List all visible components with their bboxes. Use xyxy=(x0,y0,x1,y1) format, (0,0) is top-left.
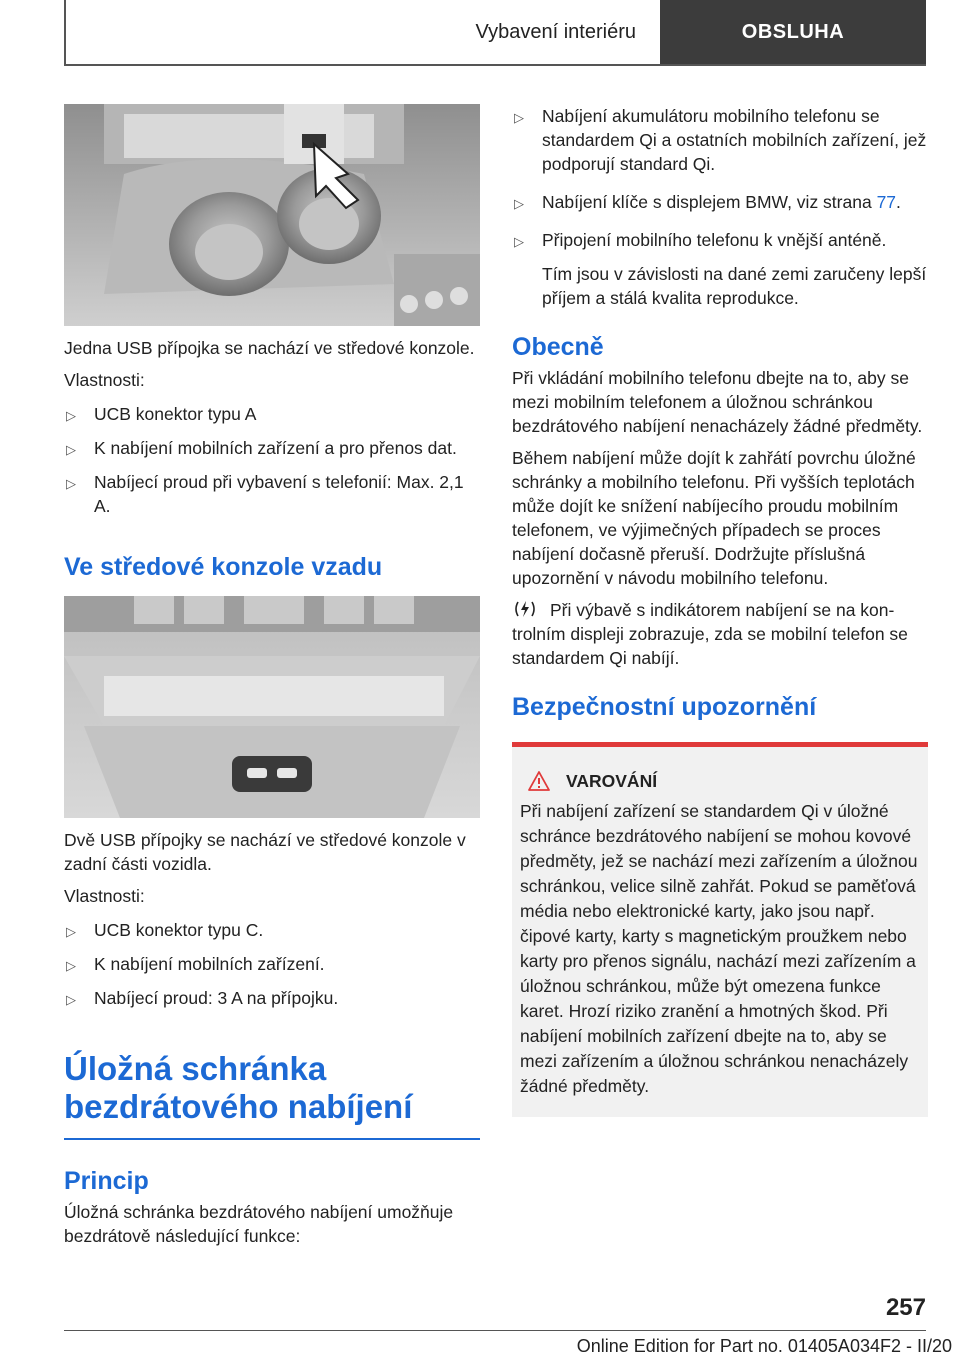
list-item: ▷ Nabíjení akumulátoru mobilního telefonu se standardem Qi a ostatních mobilních zařízení, jež podporují standard Qi. xyxy=(514,106,927,174)
rear-console-illustration xyxy=(64,596,480,818)
triangle-bullet-icon: ▷ xyxy=(66,476,76,491)
general-text-2: Během nabíjení může dojít k zahřátí povrchu úložné schránky a mobilního telefonu. Při vyšších teplotách může dojít ke snížení nabíjecího proudu mobilním telefonem, ve výjimečných případech se proces nabíjení dočasně přeruší. Dodržujte příslušná upozornění v návodu mobilního telefonu. xyxy=(512,448,916,588)
general-text-1: Při vkládání mobilního telefonu dbejte na to, aby se mezi mobilním telefonem a úložnou schránkou bezdrátového nabíjení nenacházely žádné předměty. xyxy=(512,368,923,436)
triangle-bullet-icon: ▷ xyxy=(66,408,76,423)
heading-general: Obecně xyxy=(512,333,604,361)
warning-triangle-icon xyxy=(528,771,550,791)
triangle-bullet-icon: ▷ xyxy=(66,924,76,939)
triangle-bullet-icon: ▷ xyxy=(514,196,524,211)
list-item: ▷ Nabíjení klíče s displejem BMW, viz strana 77. xyxy=(512,190,928,214)
page-number: 257 xyxy=(885,1294,926,1321)
triangle-bullet-icon: ▷ xyxy=(66,958,76,973)
triangle-bullet-icon: ▷ xyxy=(514,234,524,249)
page-link-77[interactable]: 77 xyxy=(876,192,897,212)
right-column xyxy=(512,104,928,1117)
triangle-bullet-icon: ▷ xyxy=(66,992,76,1007)
warning-box xyxy=(512,742,928,1117)
heading-underline xyxy=(64,1138,480,1140)
photo-front-console-usb xyxy=(64,104,480,326)
footer-rule xyxy=(64,1330,926,1331)
heading-safety: Bezpečnostní upozornění xyxy=(512,693,817,721)
warning-title: VAROVÁNÍ xyxy=(520,769,920,793)
list-item: ▷ Nabíjecí proud při vybavení s telefonií: Max. 2,1 A. xyxy=(66,472,464,516)
properties-label-front: Vlastnosti: xyxy=(64,370,145,390)
list-item: ▷ UCB konektor typu A xyxy=(64,402,480,426)
heading-wireless-charging-line2: bezdrátového nabíjení xyxy=(64,1088,413,1125)
front-usb-description: Jedna USB přípojka se nachází ve středové konzole. xyxy=(64,338,475,358)
properties-label-rear: Vlastnosti: xyxy=(64,886,145,906)
list-item: ▷ K nabíjení mobilních zařízení. xyxy=(64,952,480,976)
header-chapter-tab: OBSLUHA xyxy=(660,0,926,64)
rear-usb-properties xyxy=(64,918,480,1010)
principle-text: Úložná schránka bezdrátového nabíjení umožňuje bezdrátově následující funkce: xyxy=(64,1202,454,1246)
header-section-title: Vybavení interiéru xyxy=(475,20,636,43)
front-console-illustration xyxy=(64,104,480,326)
list-item: ▷ Nabíjecí proud: 3 A na přípojku. xyxy=(64,986,480,1010)
heading-wireless-charging-line1: Úložná schránka xyxy=(64,1050,327,1087)
triangle-bullet-icon: ▷ xyxy=(66,442,76,457)
list-item: ▷ K nabíjení mobilních zařízení a pro přenos dat. xyxy=(64,436,480,460)
wireless-functions-list xyxy=(512,104,928,252)
photo-rear-console-usb xyxy=(64,596,480,818)
rear-usb-description: Dvě USB přípojky se nachází ve středové konzole v zadní části vozidla. xyxy=(64,830,466,874)
charging-indicator-icon xyxy=(514,599,536,619)
antenna-note: Tím jsou v závislosti na dané zemi zaručeny lepší příjem a stálá kvalita reprodukce. xyxy=(542,264,927,308)
heading-principle: Princip xyxy=(64,1167,149,1195)
left-column xyxy=(64,104,480,1248)
header-rule xyxy=(64,64,926,66)
page-header xyxy=(0,0,960,68)
heading-rear-console: Ve středové konzole vzadu xyxy=(64,553,383,581)
triangle-bullet-icon: ▷ xyxy=(514,110,524,125)
list-item: ▷ Připojení mobilního telefonu k vnější anténě. xyxy=(512,228,928,252)
warning-text: Při nabíjení zařízení se standardem Qi v úložné schránce bezdrátového nabíjení se mohou kovové předměty, jež se nachází mezi zařízením a úložnou schránkou, velice silně zahřát. Pokud se paměťová média nebo elektronické karty, jako jsou např. čipové karty, karty s magnetickým proužkem nebo karty pro přenos signálu, nachází mezi zařízením a úložnou schránkou, může být omezena funkce karet. Hrozí riziko zranění a hmotných škod. Při nabíjení mobilních zařízení dbejte na to, aby se mezi zařízením a úložnou schránkou nenacházely žádné předměty. xyxy=(520,801,918,1096)
front-usb-properties xyxy=(64,402,480,518)
list-item: ▷ UCB konektor typu C. xyxy=(64,918,480,942)
general-text-3: Při výbavě s indikátorem nabíjení se na kontrolním displeji zobrazuje, zda se mobilní telefon se standardem Qi nabíjí. xyxy=(512,600,908,668)
footer-edition: Online Edition for Part no. 01405A034F2 - II/20 xyxy=(576,1336,952,1356)
